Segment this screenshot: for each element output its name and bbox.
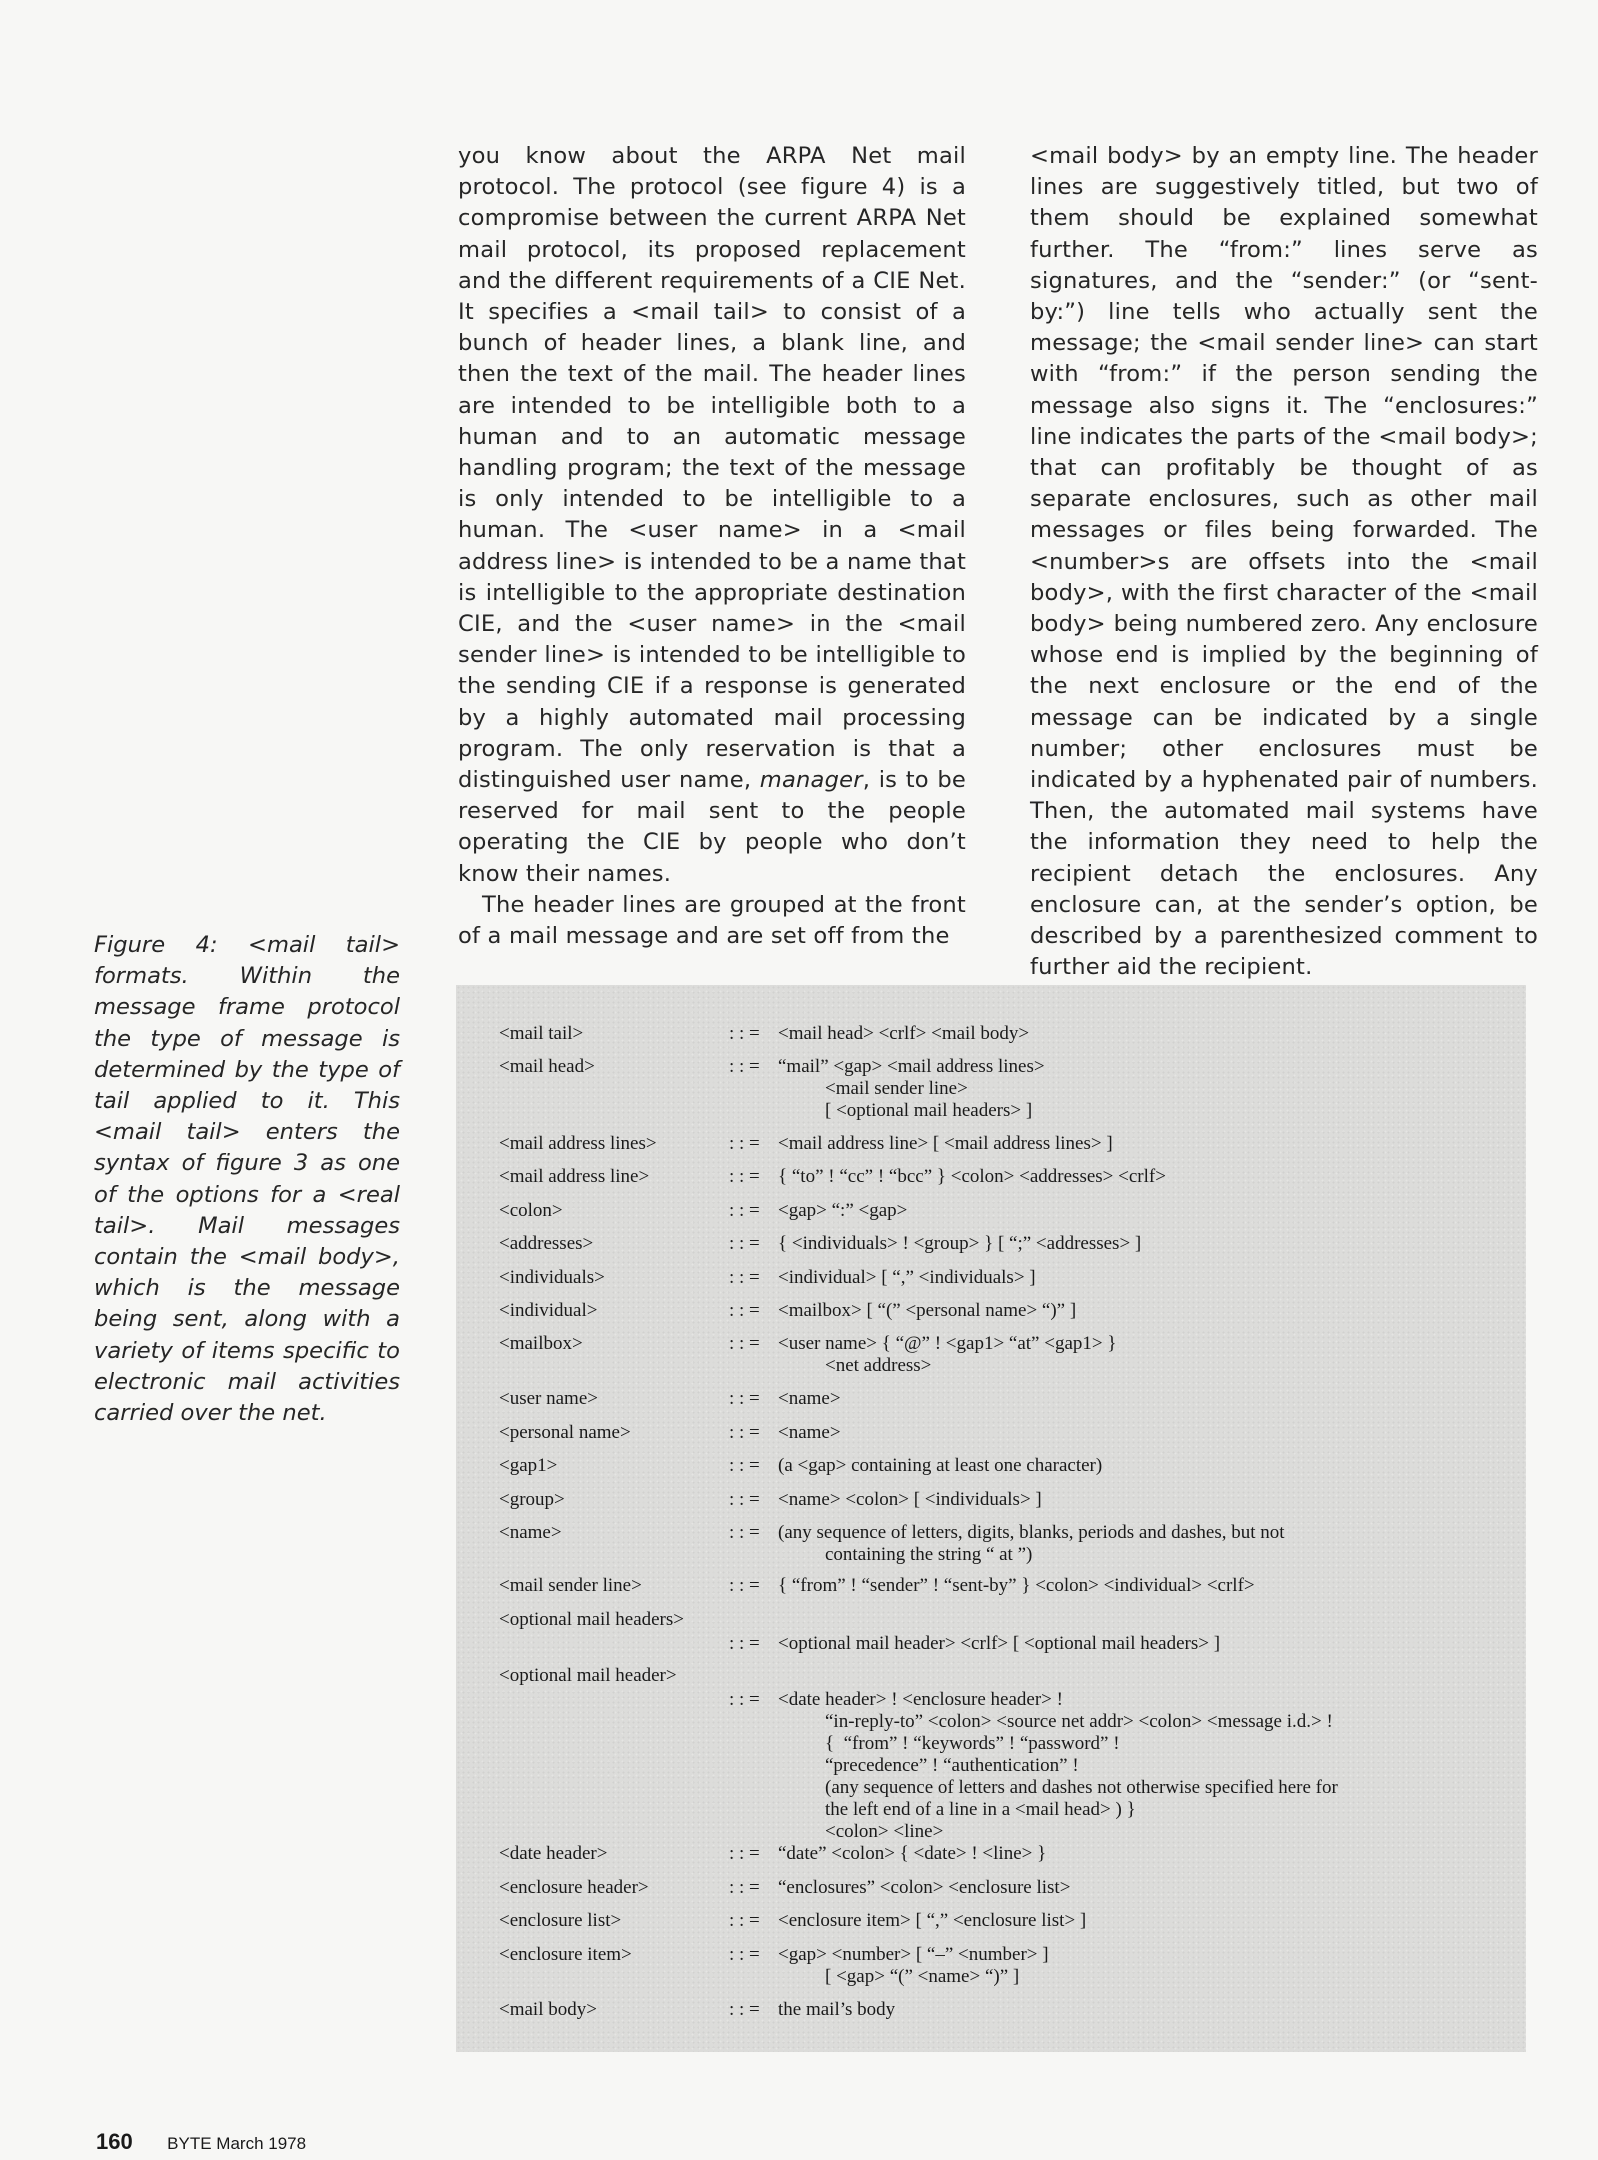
paragraph (458, 141, 966, 890)
rule-rhs-line: “date” <colon> { <date> ! <line> } (778, 1843, 1047, 1864)
rule-rhs-line: “precedence” ! “authentication” ! (825, 1755, 1079, 1776)
rule-operator: : : = (729, 1575, 760, 1596)
rule-rhs-line: <name> (778, 1388, 841, 1409)
rule-rhs (778, 1575, 1255, 1597)
figure-caption: Figure 4: <mail tail> formats. Within the message frame protocol the type of message is determined by the type of tail applied to it. This <mail tail> enters the syntax of figure 3 as one of the options for a <real tail>. Mail messages contain the <mail body>, which is the message being sent, along with a variety of items specific to electronic mail activities carried over the net. (94, 932, 400, 1427)
rule-operator: : : = (729, 1944, 760, 1965)
rule-rhs-line: <colon> <line> (825, 1821, 944, 1842)
rule-lhs: <mail tail> (499, 1023, 584, 1044)
rule-rhs-line: <name> (778, 1422, 841, 1443)
rule-rhs (778, 1200, 907, 1222)
figure-4-grammar (456, 985, 1526, 2052)
rule-lhs: <enclosure list> (499, 1910, 622, 1931)
rule-rhs (778, 1843, 1046, 1865)
rule-lhs: <user name> (499, 1388, 598, 1409)
publication-line: BYTE March 1978 (167, 2134, 307, 2153)
rule-rhs-line: <gap> “:” <gap> (778, 1200, 908, 1221)
rule-lhs: <date header> (499, 1843, 608, 1864)
rule-rhs (778, 1388, 841, 1410)
rule-rhs (778, 1422, 841, 1444)
rule-rhs (778, 1333, 1116, 1377)
rule-operator: : : = (729, 1133, 760, 1154)
rule-lhs: <mail address lines> (499, 1133, 657, 1154)
rule-operator: : : = (729, 1200, 760, 1221)
rule-operator: : : = (729, 1689, 760, 1710)
rule-rhs-line: <mailbox> [ “(” <personal name> “)” ] (778, 1300, 1077, 1321)
rule-operator: : : = (729, 1300, 760, 1321)
rule-rhs (778, 1910, 1086, 1932)
rule-lhs: <optional mail header> (499, 1665, 677, 1686)
rule-rhs-line: containing the string “ at ”) (825, 1544, 1033, 1565)
rule-rhs (778, 1689, 1338, 1843)
rule-rhs-line: <name> <colon> [ <individuals> ] (778, 1489, 1042, 1510)
rule-rhs-line: <mail address line> [ <mail address lines> ] (778, 1133, 1113, 1154)
rule-operator: : : = (729, 1633, 760, 1654)
rule-operator: : : = (729, 1056, 760, 1077)
rule-operator: : : = (729, 1455, 760, 1476)
rule-rhs-line: “mail” <gap> <mail address lines> (778, 1056, 1045, 1077)
rule-rhs (778, 1944, 1049, 1988)
rule-rhs (778, 1267, 1036, 1289)
page-number: 160 (96, 2129, 133, 2154)
rule-rhs (778, 1023, 1029, 1045)
rule-operator: : : = (729, 1877, 760, 1898)
article-column-right (1030, 141, 1538, 983)
rule-lhs: <enclosure item> (499, 1944, 632, 1965)
rule-rhs (778, 1633, 1220, 1655)
rule-lhs: <optional mail headers> (499, 1609, 684, 1630)
rule-lhs: <group> (499, 1489, 565, 1510)
rule-operator: : : = (729, 1422, 760, 1443)
rule-operator: : : = (729, 1333, 760, 1354)
rule-rhs-line: { “to” ! “cc” ! “bcc” } <colon> <addresses> <crlf> (778, 1166, 1166, 1187)
rule-lhs: <addresses> (499, 1233, 594, 1254)
article-column-middle (458, 141, 966, 952)
rule-rhs-line: <optional mail header> <crlf> [ <optional mail headers> ] (778, 1633, 1221, 1654)
rule-rhs (778, 1877, 1070, 1899)
rule-operator: : : = (729, 1843, 760, 1864)
rule-rhs-line: (any sequence of letters and dashes not otherwise specified here for (825, 1777, 1338, 1798)
rule-lhs: <name> (499, 1522, 562, 1543)
rule-lhs: <mail head> (499, 1056, 595, 1077)
rule-lhs: <colon> (499, 1200, 563, 1221)
rule-rhs (778, 1166, 1166, 1188)
rule-lhs: <personal name> (499, 1422, 631, 1443)
rule-lhs: <individuals> (499, 1267, 605, 1288)
rule-rhs-line: <user name> { “@” ! <gap1> “at” <gap1> } (778, 1333, 1117, 1354)
rule-rhs (778, 1056, 1045, 1122)
rule-operator: : : = (729, 1489, 760, 1510)
rule-rhs-line: <mail sender line> (825, 1078, 968, 1099)
rule-rhs-line: <date header> ! <enclosure header> ! (778, 1689, 1063, 1710)
rule-rhs (778, 1300, 1076, 1322)
rule-lhs: <mail address line> (499, 1166, 650, 1187)
rule-lhs: <mail sender line> (499, 1575, 642, 1596)
rule-rhs (778, 1233, 1141, 1255)
rule-rhs-line: the mail’s body (778, 1999, 896, 2020)
rule-rhs (778, 1999, 895, 2021)
rule-operator: : : = (729, 1522, 760, 1543)
rule-rhs-line: <individual> [ “,” <individuals> ] (778, 1267, 1036, 1288)
rule-rhs-line: the left end of a line in a <mail head> ) } (825, 1799, 1136, 1820)
rule-rhs-line: <net address> (825, 1355, 932, 1376)
rule-operator: : : = (729, 1999, 760, 2020)
rule-rhs-line: <enclosure item> [ “,” <enclosure list> ] (778, 1910, 1087, 1931)
rule-lhs: <enclosure header> (499, 1877, 649, 1898)
rule-rhs-line: (a <gap> containing at least one character) (778, 1455, 1103, 1476)
rule-rhs-line: { “from” ! “keywords” ! “password” ! (825, 1733, 1120, 1754)
rule-rhs (778, 1133, 1113, 1155)
rule-rhs-line: (any sequence of letters, digits, blanks, periods and dashes, but not (778, 1522, 1285, 1543)
emphasis-manager: manager (759, 767, 863, 794)
rule-rhs-line: [ <optional mail headers> ] (825, 1100, 1033, 1121)
rule-operator: : : = (729, 1388, 760, 1409)
rule-operator: : : = (729, 1267, 760, 1288)
rule-rhs-line: { <individuals> ! <group> } [ “;” <addresses> ] (778, 1233, 1142, 1254)
text-run: you know about the ARPA Net mail protocol. The protocol (see figure 4) is a compromise between the current ARPA Net mail protocol, its proposed replacement and the different requirements of a CIE Net. It specifies a <mail tail> to consist of a bunch of header lines, a blank line, and then the text of the mail. The header lines are intended to be intelligible both to a human and to an automatic message handling program; the text of the message is only intended to be intelligible to a human. The <user name> in a <mail address line> is intended to be a name that is intelligible to the appropriate destination CIE, and the <user name> in the <mail sender line> is intended to be intelligible to the sending CIE if a response is generated by a highly automated mail processing program. The only reservation is that a distinguished user name, (458, 143, 966, 794)
rule-rhs (778, 1455, 1102, 1477)
paragraph: The header lines are grouped at the front of a mail message and are set off from the (458, 891, 966, 950)
page-footer (96, 2129, 306, 2155)
rule-rhs (778, 1522, 1285, 1566)
rule-rhs-line: “enclosures” <colon> <enclosure list> (778, 1877, 1071, 1898)
rule-operator: : : = (729, 1023, 760, 1044)
rule-rhs-line: <mail head> <crlf> <mail body> (778, 1023, 1030, 1044)
rule-lhs: <individual> (499, 1300, 598, 1321)
rule-rhs-line: [ <gap> “(” <name> “)” ] (825, 1966, 1020, 1987)
paragraph: <mail body> by an empty line. The header lines are suggestively titled, but two of them should be explained somewhat further. The “from:” lines serve as signatures, and the “sender:” (or “sent-by:”) line tells who actually sent the message; the <mail sender line> can start with “from:” if the person sending the message also signs it. The “enclosures:” line indicates the parts of the <mail body>; that can profitably be thought of as separate enclosures, such as other mail messages or files being forwarded. The <number>s are offsets into the <mail body>, with the first character of the <mail body> being numbered zero. Any enclosure whose end is implied by the beginning of the next enclosure or the end of the message can be indicated by a single number; other enclosures must be indicated by a hyphenated pair of numbers. Then, the automated mail systems have the information they need to help the recipient detach the enclosures. Any enclosure can, at the sender’s option, be described by a parenthesized comment to further aid the recipient. (1030, 143, 1538, 981)
rule-rhs (778, 1489, 1042, 1511)
rule-operator: : : = (729, 1233, 760, 1254)
rule-operator: : : = (729, 1910, 760, 1931)
rule-lhs: <mail body> (499, 1999, 597, 2020)
rule-rhs-line: “in-reply-to” <colon> <source net addr> <colon> <message i.d.> ! (825, 1711, 1333, 1732)
rule-rhs-line: <gap> <number> [ “–” <number> ] (778, 1944, 1049, 1965)
rule-lhs: <gap1> (499, 1455, 558, 1476)
rule-lhs: <mailbox> (499, 1333, 583, 1354)
rule-rhs-line: { “from” ! “sender” ! “sent-by” } <colon> <individual> <crlf> (778, 1575, 1255, 1596)
rule-operator: : : = (729, 1166, 760, 1187)
text-run: , is to be reserved for mail sent to the people operating the CIE by people who don’t know their names. (458, 767, 967, 887)
